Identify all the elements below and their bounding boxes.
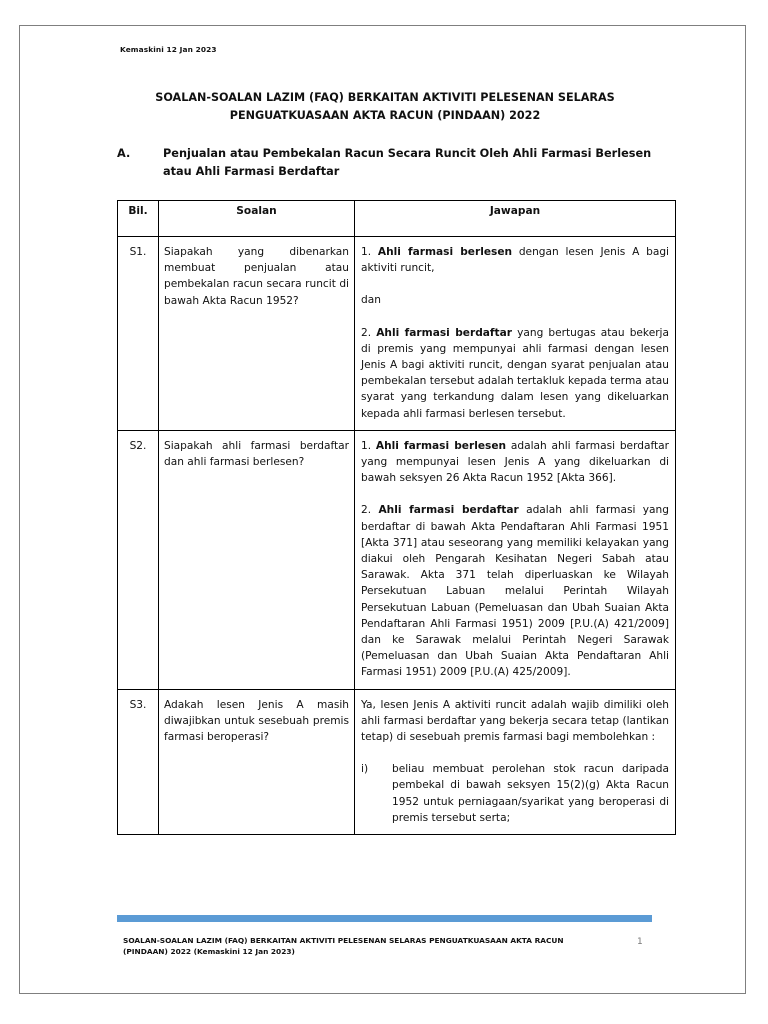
question-text: Adakah lesen Jenis A masih diwajibkan untuk sesebuah premis farmasi beroperasi? (159, 689, 355, 834)
point-term: Ahli farmasi berdaftar (378, 504, 519, 517)
question-text: Siapakah yang dibenarkan membuat penjualan atau pembekalan racun secara runcit di bawah Akta Racun 1952? (159, 237, 355, 431)
answer-point-2 (361, 502, 669, 680)
updated-date: Kemaskini 12 Jan 2023 (120, 45, 217, 54)
footer-bar (117, 915, 652, 922)
point-text: dengan lesen Jenis A bagi aktiviti runcit, (361, 246, 669, 275)
answer-cell (355, 430, 676, 689)
footer-text: SOALAN-SOALAN LAZIM (FAQ) BERKAITAN AKTIVITI PELESENAN SELARAS PENGUATKUASAAN AKTA RACUN (PINDAAN) 2022 (Kemaskini 12 Jan 2023) (123, 936, 564, 956)
point-term: Ahli farmasi berdaftar (376, 326, 512, 339)
title-line-2: PENGUATKUASAAN AKTA RACUN (PINDAAN) 2022 (229, 109, 541, 122)
answer-point-2 (361, 325, 669, 422)
point-term: Ahli farmasi berlesen (377, 246, 513, 258)
point-number: 2. (361, 504, 379, 517)
point-number: 2. (361, 326, 377, 339)
faq-table (117, 200, 676, 835)
answer-point-1 (361, 438, 669, 487)
point-number: 1. (361, 439, 376, 452)
header-bil: Bil. (118, 201, 159, 237)
point-number: 1. (361, 246, 378, 258)
section-number: A. (117, 147, 131, 160)
point-text: adalah ahli farmasi yang berdaftar di bawah Akta Pendaftaran Ahli Farmasi 1951 [Akta 371] atau seseorang yang memiliki kelayakan yang diakui oleh Pengarah Kesihatan Negeri Sabah atau Sarawak. Akta 371 telah diperluaskan ke Wilayah Persekutuan Labuan melalui Perintah Wilayah Persekutuan Labuan (Pemeluasan dan Ubah Suaian Akta Pendaftaran Ahli Farmasi 1951) 2009 [P.U.(A) 421/2009] dan ke Sarawak melalui Perintah Negeri Sarawak (Pemeluasan dan Ubah Suaian Akta Pendaftaran Ahli Farmasi 1951) 2009 [P.U.(A) 425/2009]. (361, 504, 669, 679)
title-line-1: SOALAN-SOALAN LAZIM (FAQ) BERKAITAN AKTIVITI PELESENAN SELARAS (155, 91, 615, 104)
answer-conjunction: dan (361, 294, 381, 307)
list-item-number: i) (361, 763, 369, 776)
answer-cell (355, 689, 676, 834)
question-text: Siapakah ahli farmasi berdaftar dan ahli farmasi berlesen? (159, 430, 355, 689)
header-soalan: Soalan (159, 201, 355, 237)
row-number: S3. (118, 689, 159, 834)
answer-list-item (361, 761, 669, 826)
table-row (118, 689, 676, 834)
section-title: Penjualan atau Pembekalan Racun Secara Runcit Oleh Ahli Farmasi Berlesen atau Ahli Farmasi Berdaftar (163, 147, 652, 178)
header-jawapan: Jawapan (355, 201, 676, 237)
point-text: yang bertugas atau bekerja di premis yang mempunyai ahli farmasi dengan lesen Jenis A bagi aktiviti runcit, dengan syarat penjualan atau pembekalan tersebut adalah tertakluk kepada terma atau syarat yang terkandung dalam lesen yang dikeluarkan kepada ahli farmasi berlesen tersebut. (361, 326, 669, 420)
point-text: adalah ahli farmasi berdaftar yang mempunyai lesen Jenis A yang dikeluarkan di bawah seksyen 26 Akta Racun 1952 [Akta 366]. (361, 439, 670, 485)
document-title (117, 89, 653, 125)
table-header-row (118, 201, 676, 237)
answer-point-1 (361, 244, 669, 276)
page-number: 1 (637, 937, 643, 947)
row-number: S2. (118, 430, 159, 689)
table-row (118, 237, 676, 431)
table-row (118, 430, 676, 689)
point-term: Ahli farmasi berlesen (375, 439, 507, 452)
list-item-text: beliau membuat perolehan stok racun daripada pembekal di bawah seksyen 15(2)(g) Akta Racun 1952 untuk perniagaan/syarikat yang beroperasi di premis tersebut serta; (392, 763, 669, 824)
row-number: S1. (118, 237, 159, 431)
answer-intro: Ya, lesen Jenis A aktiviti runcit adalah wajib dimiliki oleh ahli farmasi berdaftar yang bekerja secara tetap (lantikan tetap) di sesebuah premis farmasi bagi membolehkan : (361, 698, 669, 744)
answer-cell (355, 237, 676, 431)
